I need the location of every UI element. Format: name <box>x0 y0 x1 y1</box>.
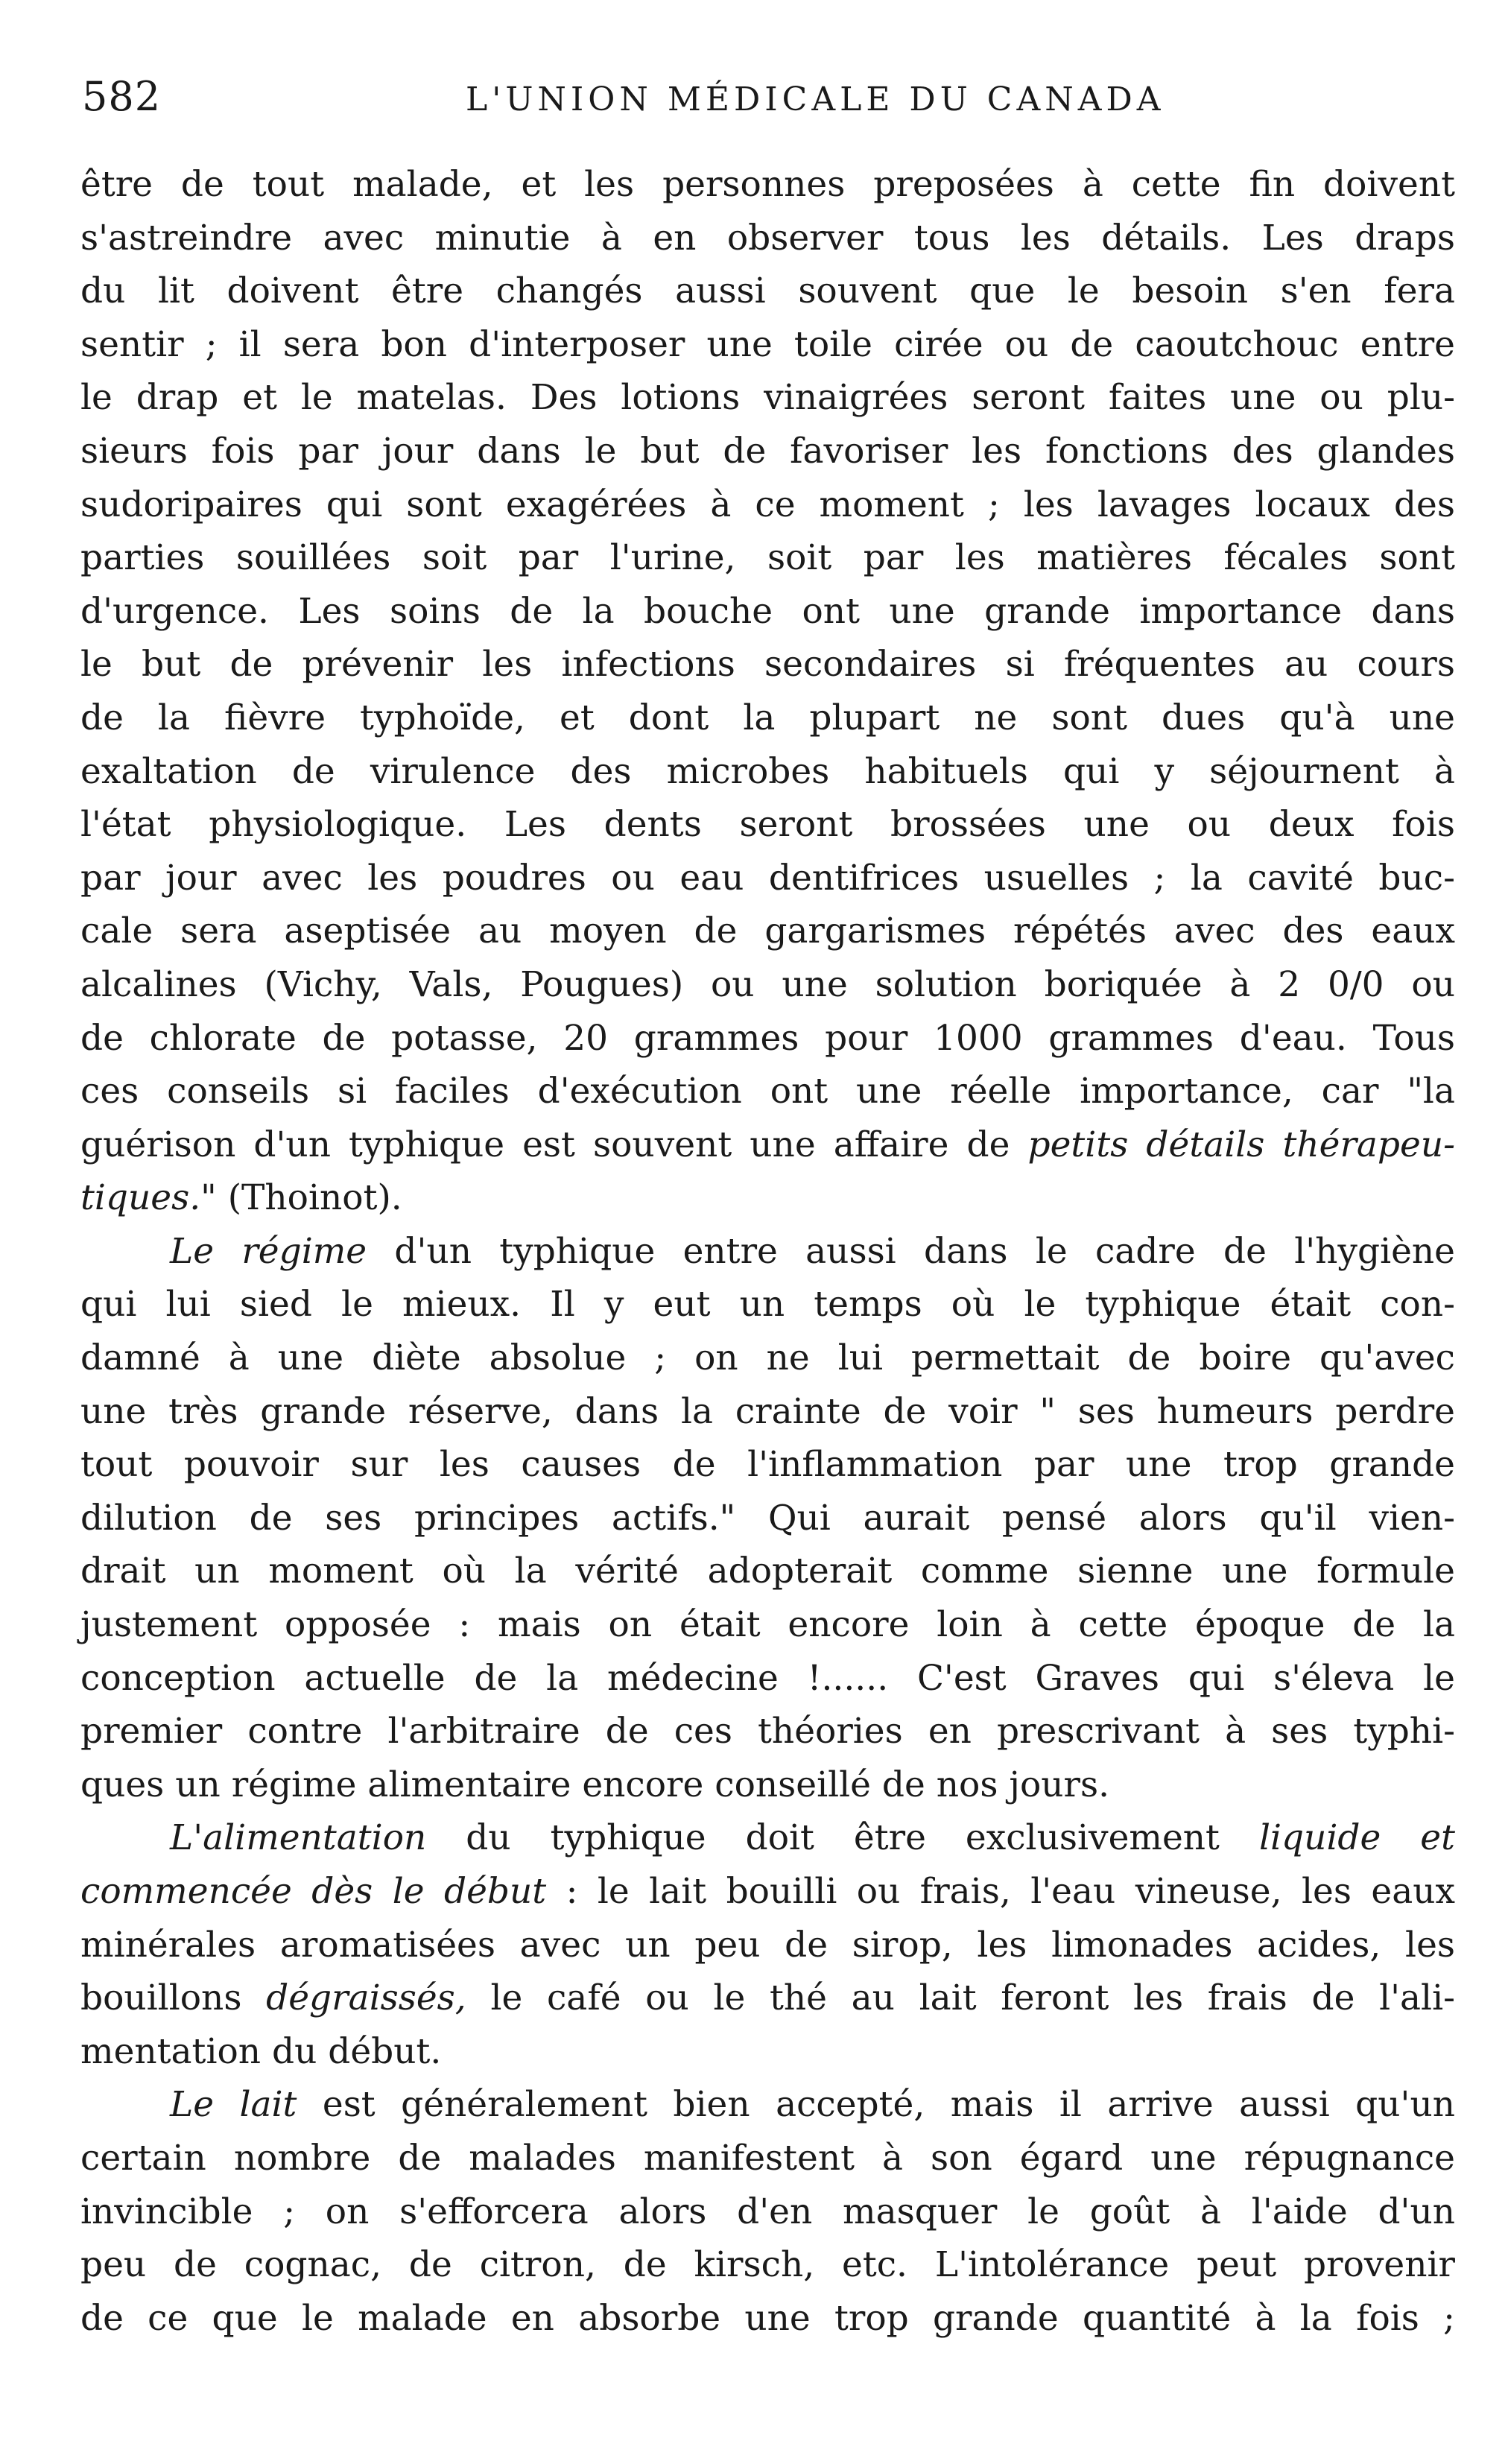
text-line: sudoripaires qui sont exagérées à ce moment ; les lavages locaux des <box>80 484 1455 525</box>
text-line: qui lui sied le mieux. Il y eut un temps où le typhique était con- <box>80 1284 1455 1326</box>
italic-span: liquide et <box>1258 1817 1455 1859</box>
text-line <box>80 1171 1455 1225</box>
text-line: invincible ; on s'efforcera alors d'en masquer le goût à l'aide d'un <box>80 2191 1455 2232</box>
italic-span: tiques. <box>80 1177 201 1219</box>
text-line: minérales aromatisées avec un peu de sirop, les limonades acides, les <box>80 1924 1455 1966</box>
text-line: premier contre l'arbitraire de ces théories en prescrivant à ses typhi- <box>80 1711 1455 1752</box>
text-line <box>80 1225 1455 1279</box>
italic-span: dégraissés, <box>266 1977 466 2019</box>
text-line: justement opposée : mais on était encore loin à cette époque de la <box>80 1604 1455 1646</box>
text-line: sentir ; il sera bon d'interposer une toile cirée ou de caoutchouc entre <box>80 323 1455 365</box>
text-span: du typhique doit être exclusivement <box>426 1817 1259 1859</box>
text-line: certain nombre de malades manifestent à son égard une répugnance <box>80 2137 1455 2179</box>
text-line: damné à une diète absolue ; on ne lui permettait de boire qu'avec <box>80 1337 1455 1379</box>
text-line: dilution de ses principes actifs." Qui aurait pensé alors qu'il vien- <box>80 1497 1455 1539</box>
text-span: est généralement bien accepté, mais il arrive aussi qu'un <box>297 2084 1455 2126</box>
text-line: par jour avec les poudres ou eau dentifrices usuelles ; la cavité buc- <box>80 857 1455 899</box>
text-line: tout pouvoir sur les causes de l'inflammation par une trop grande <box>80 1444 1455 1486</box>
text-span: bouillons <box>80 1977 267 2019</box>
body-text <box>80 158 1455 2345</box>
page-number: 582 <box>82 73 162 120</box>
text-line: une très grande réserve, dans la crainte de voir " ses humeurs perdre <box>80 1390 1455 1432</box>
running-head <box>82 73 1460 133</box>
text-span: le café ou le thé au lait feront les frais de l'ali- <box>466 1977 1455 2019</box>
text-line: de ce que le malade en absorbe une trop grande quantité à la fois ; <box>80 2297 1455 2339</box>
text-line: conception actuelle de la médecine !...... C'est Graves qui s'éleva le <box>80 1657 1455 1699</box>
text-line: exaltation de virulence des microbes habituels qui y séjournent à <box>80 750 1455 792</box>
text-line: ces conseils si faciles d'exécution ont une réelle importance, car "la <box>80 1071 1455 1112</box>
text-line: être de tout malade, et les personnes preposées à cette fin doivent <box>80 164 1455 205</box>
text-line: d'urgence. Les soins de la bouche ont une grande importance dans <box>80 590 1455 632</box>
text-span: : le lait bouilli ou frais, l'eau vineuse, les eaux <box>546 1871 1455 1912</box>
text-span: guérison d'un typhique est souvent une affaire de <box>80 1124 1028 1165</box>
text-line: alcalines (Vichy, Vals, Pougues) ou une solution boriquée à 2 0/0 ou <box>80 963 1455 1005</box>
text-line: le but de prévenir les infections secondaires si fréquentes au cours <box>80 644 1455 685</box>
text-line: drait un moment où la vérité adopterait comme sienne une formule <box>80 1551 1455 1592</box>
text-line: du lit doivent être changés aussi souvent que le besoin s'en fera <box>80 270 1455 312</box>
text-line: sieurs fois par jour dans le but de favoriser les fonctions des glandes <box>80 430 1455 472</box>
text-line <box>80 2078 1455 2132</box>
text-span: " (Thoinot). <box>200 1177 402 1219</box>
text-line <box>80 1118 1455 1172</box>
text-line: s'astreindre avec minutie à en observer tous les détails. Les draps <box>80 217 1455 259</box>
text-line: de chlorate de potasse, 20 grammes pour 1000 grammes d'eau. Tous <box>80 1017 1455 1059</box>
text-line: l'état physiologique. Les dents seront brossées une ou deux fois <box>80 804 1455 846</box>
italic-span: petits détails thérapeu- <box>1027 1124 1455 1165</box>
text-line: de la fièvre typhoïde, et dont la plupart ne sont dues qu'à une <box>80 697 1455 738</box>
text-line: le drap et le matelas. Des lotions vinaigrées seront faites une ou plu- <box>80 377 1455 419</box>
text-line <box>80 1971 1455 2025</box>
text-line: ques un régime alimentaire encore conseillé de nos jours. <box>80 1764 1110 1805</box>
text-line: peu de cognac, de citron, de kirsch, etc. L'intolérance peut provenir <box>80 2244 1455 2286</box>
text-span: d'un typhique entre aussi dans le cadre de l'hygiène <box>367 1230 1455 1272</box>
italic-span: Le régime <box>170 1230 367 1272</box>
italic-span: commencée dès le début <box>80 1871 547 1912</box>
text-line <box>80 1811 1455 1865</box>
journal-title: L'UNION MÉDICALE DU CANADA <box>466 80 1165 118</box>
italic-span: Le lait <box>170 2084 297 2126</box>
text-line: cale sera aseptisée au moyen de gargarismes répétés avec des eaux <box>80 910 1455 952</box>
text-line <box>80 1865 1455 1919</box>
text-line: parties souillées soit par l'urine, soit par les matières fécales sont <box>80 537 1455 579</box>
italic-span: L'alimentation <box>170 1817 427 1859</box>
text-line: mentation du début. <box>80 2030 442 2072</box>
